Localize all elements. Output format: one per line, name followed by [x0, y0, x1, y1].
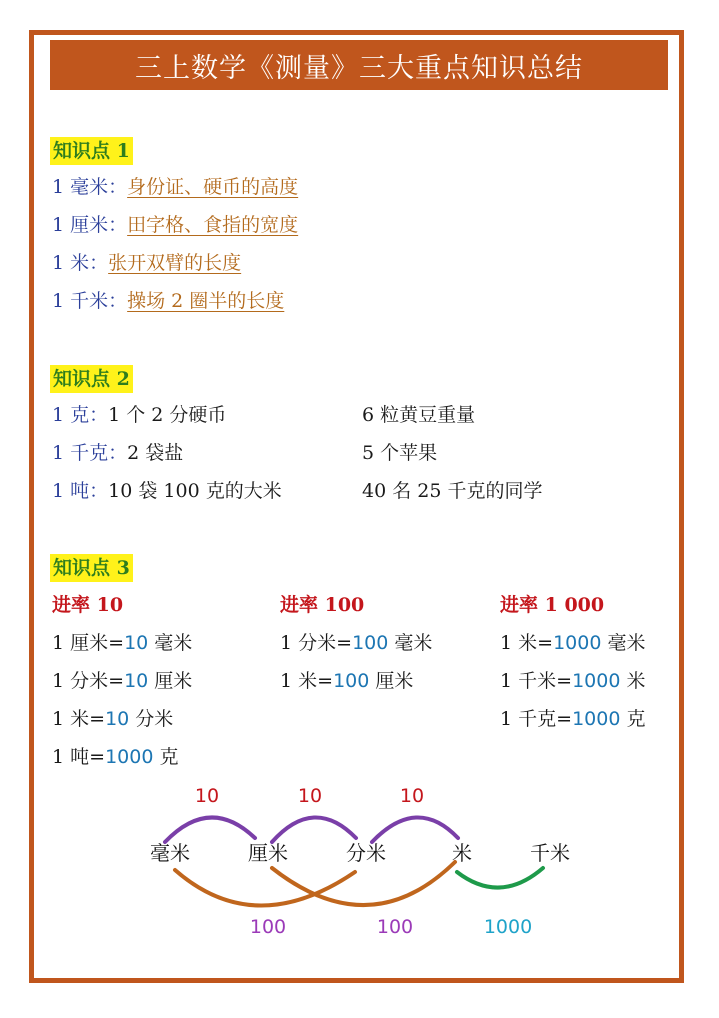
- rate-label: 100: [249, 916, 287, 938]
- conversion-row: 1 千克=1000 克: [500, 708, 646, 730]
- arc-m-km: [457, 868, 543, 888]
- column-header: 进率 100: [280, 594, 365, 616]
- unit-label: 1 米：: [52, 252, 109, 274]
- example-2: 40 名 25 千克的同学: [362, 480, 543, 502]
- conversion-rate: 1000: [553, 632, 602, 654]
- column-header: 进率 1 000: [500, 594, 605, 616]
- unit-label: 1 吨：: [52, 480, 109, 502]
- conversion-row: 1 分米=100 毫米: [280, 632, 433, 654]
- column-header: 进率 10: [52, 594, 124, 616]
- unit-description: 田字格、食指的宽度: [127, 214, 299, 236]
- arc-dm-m: [372, 817, 458, 842]
- example-1: 1 个 2 分硬币: [108, 404, 227, 426]
- conversion-rate: 100: [333, 670, 370, 692]
- rate-label: 10: [194, 785, 220, 807]
- section1-heading: 知识点 1: [50, 137, 133, 165]
- unit-description: 身份证、硬币的高度: [127, 176, 299, 198]
- unit-description: 操场 2 圈半的长度: [127, 290, 285, 312]
- unit-node: 米: [452, 841, 472, 865]
- conversion-rate: 1000: [572, 708, 621, 730]
- arc-mm-cm: [165, 817, 255, 842]
- conversion-rate: 10: [124, 670, 149, 692]
- conversion-row: 1 分米=10 厘米: [52, 670, 193, 692]
- rate-label: 10: [399, 785, 425, 807]
- section2-heading: 知识点 2: [50, 365, 133, 393]
- conversion-row: 1 米=10 分米: [52, 708, 174, 730]
- page-title: 三上数学《测量》三大重点知识总结: [50, 40, 668, 90]
- example-2: 6 粒黄豆重量: [362, 404, 476, 426]
- unit-description: 张开双臂的长度: [108, 252, 242, 274]
- example-1: 10 袋 100 克的大米: [108, 480, 282, 502]
- unit-label: 1 千克：: [52, 442, 128, 464]
- conversion-rate: 100: [352, 632, 389, 654]
- conversion-rate: 10: [105, 708, 130, 730]
- conversion-row: 1 米=1000 毫米: [500, 632, 646, 654]
- unit-node: 厘米: [248, 841, 288, 865]
- rate-label: 1000: [483, 916, 533, 938]
- unit-node: 毫米: [150, 841, 190, 865]
- section3-heading: 知识点 3: [50, 554, 133, 582]
- unit-label: 1 厘米：: [52, 214, 128, 236]
- conversion-row: 1 千米=1000 米: [500, 670, 646, 692]
- conversion-rate: 1000: [572, 670, 621, 692]
- unit-node: 千米: [530, 841, 570, 865]
- example-1: 2 袋盐: [127, 442, 184, 464]
- unit-label: 1 千米：: [52, 290, 128, 312]
- conversion-rate: 10: [124, 632, 149, 654]
- conversion-row: 1 吨=1000 克: [52, 746, 179, 768]
- conversion-rate: 1000: [105, 746, 154, 768]
- conversion-row: 1 米=100 厘米: [280, 670, 414, 692]
- unit-label: 1 毫米：: [52, 176, 128, 198]
- rate-label: 10: [297, 785, 323, 807]
- rate-label: 100: [376, 916, 414, 938]
- conversion-row: 1 厘米=10 毫米: [52, 632, 193, 654]
- unit-label: 1 克：: [52, 404, 109, 426]
- example-2: 5 个苹果: [362, 442, 438, 464]
- arc-cm-dm: [272, 817, 356, 842]
- unit-node: 分米: [346, 841, 386, 865]
